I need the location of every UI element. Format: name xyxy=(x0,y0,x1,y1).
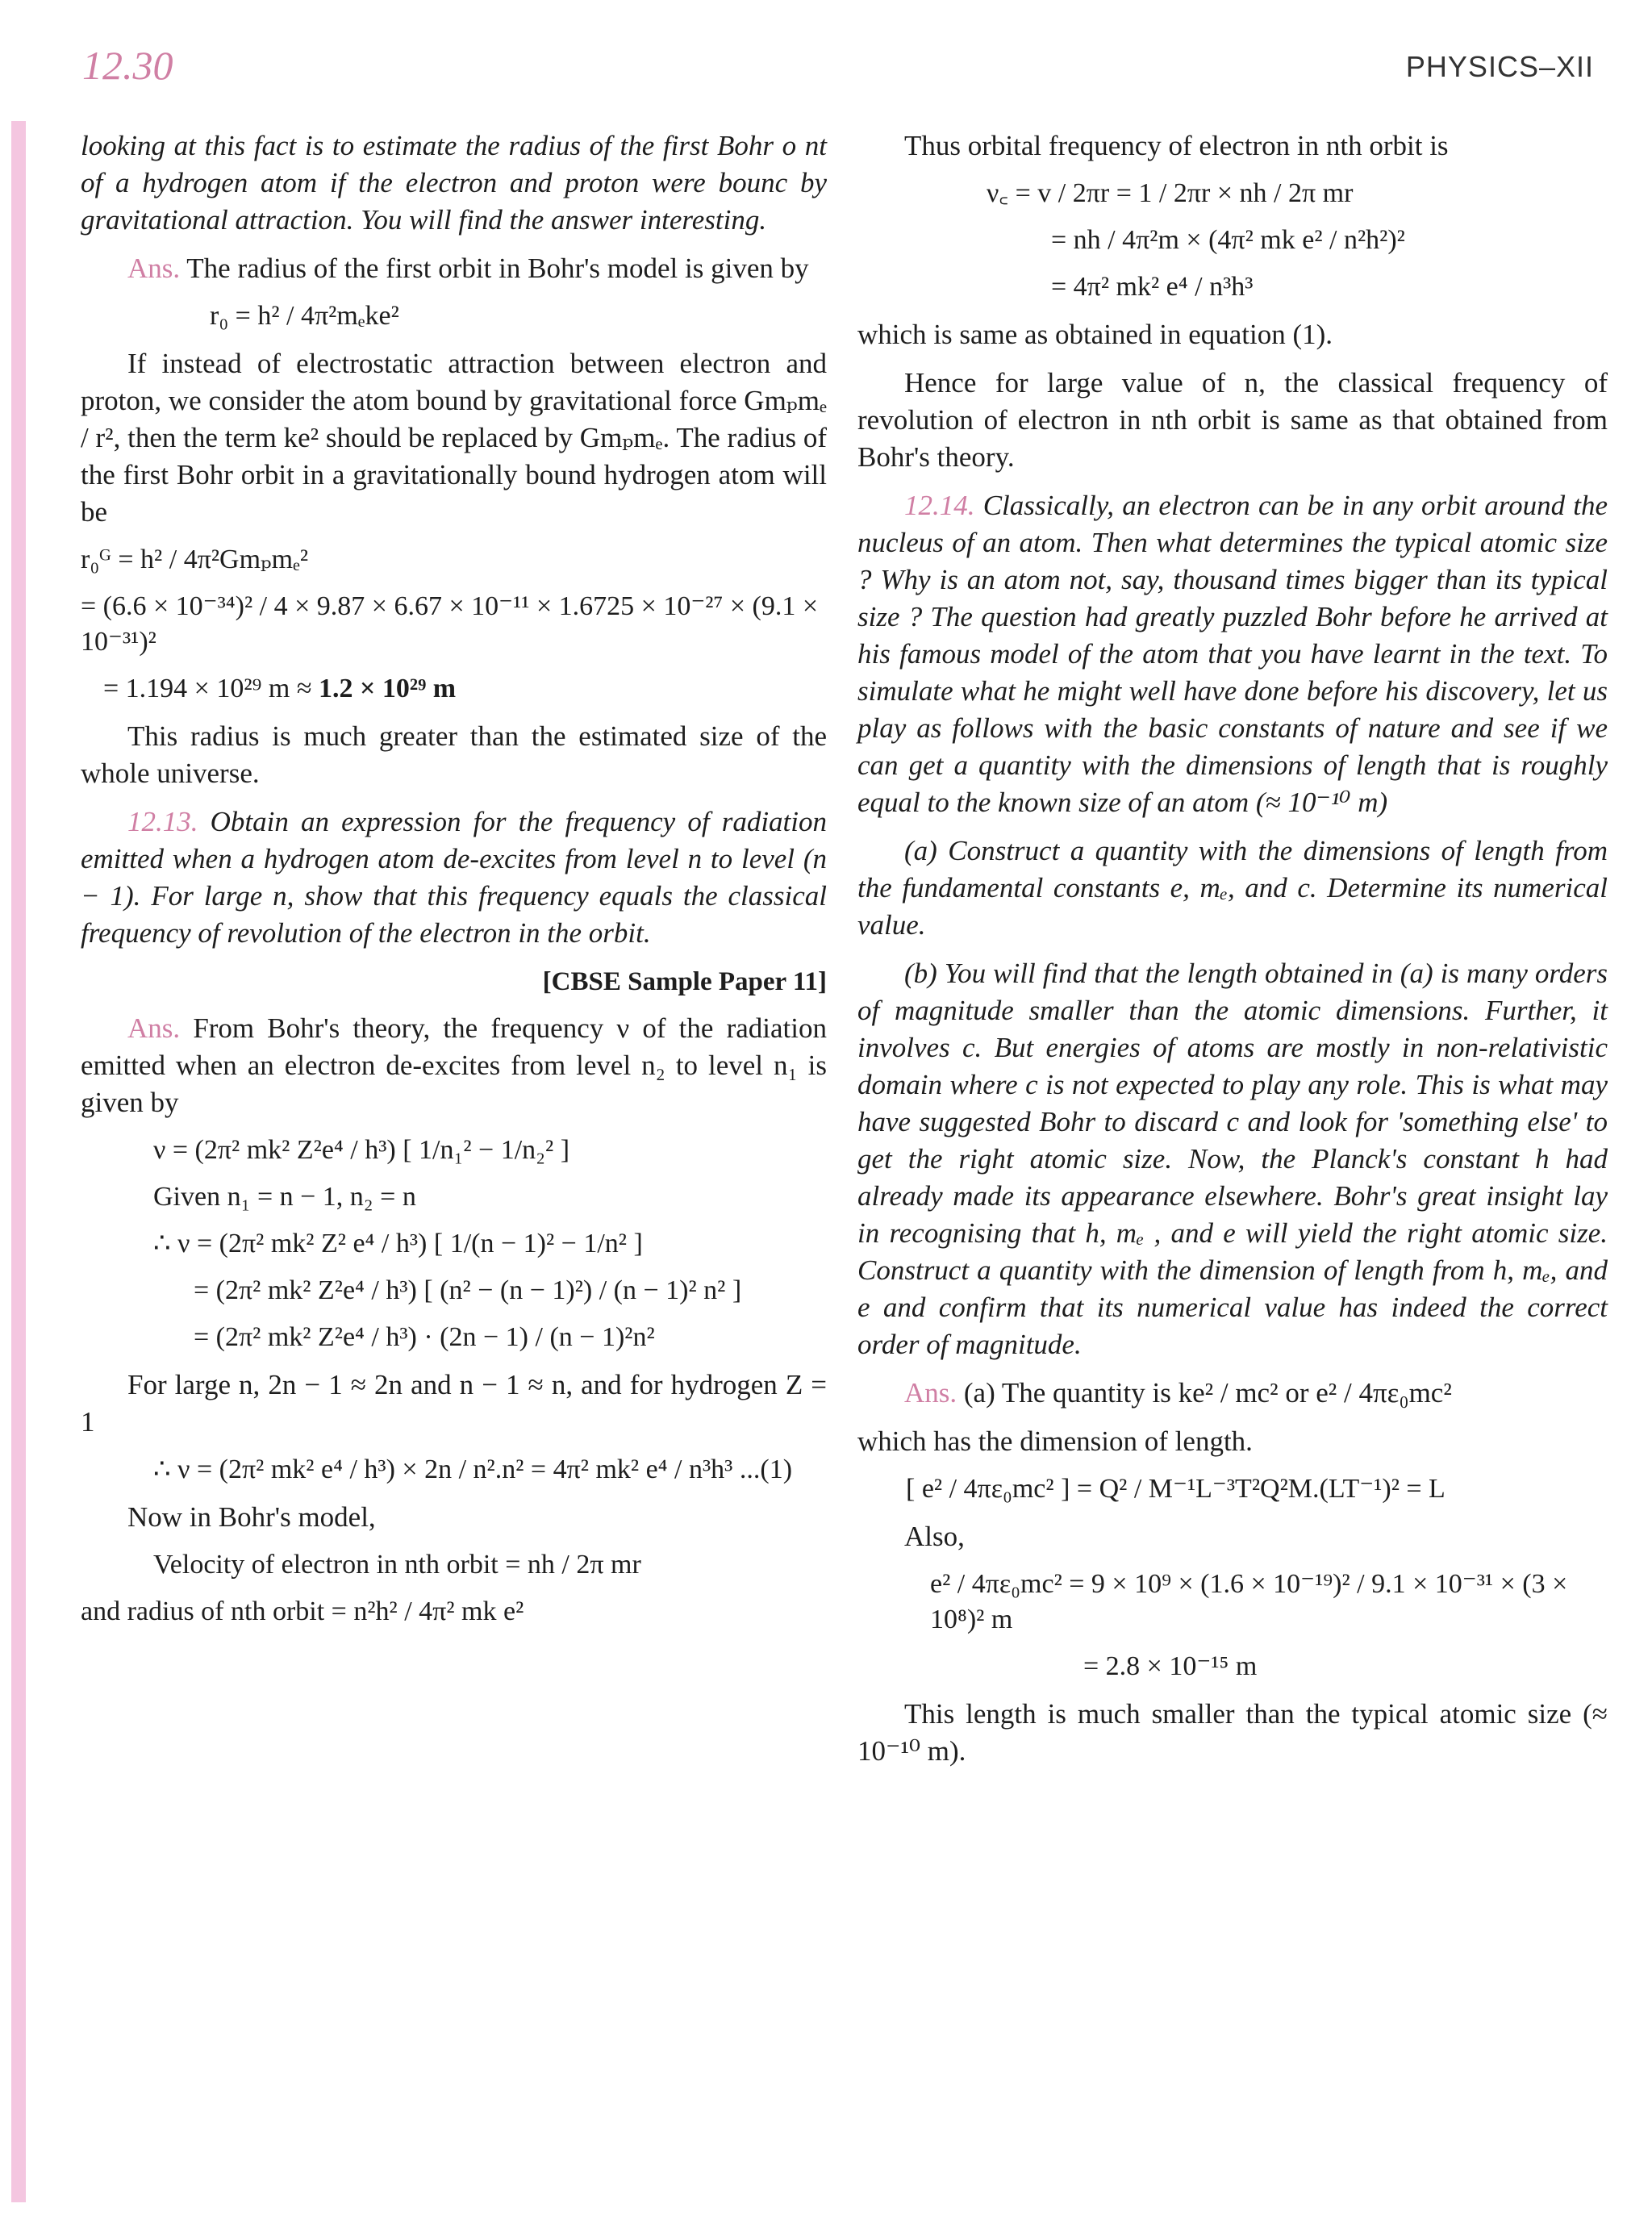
result-approx: = 1.194 × 10²⁹ m ≈ xyxy=(103,674,319,703)
radius-equation: and radius of nth orbit = n²h² / 4π² mk e² xyxy=(81,1596,524,1626)
answer-2-paragraph xyxy=(81,1010,827,1121)
value-result: = 2.8 × 10⁻¹⁵ m xyxy=(1083,1651,1258,1681)
equation-r0G: r₀ᴳ = h² / 4π²Gmₚmₑ² xyxy=(81,545,309,574)
question-12-13 xyxy=(81,803,827,952)
equation-vc-2: = nh / 4π²m × (4π² mk e² / n²h²)² xyxy=(1051,225,1405,255)
value-equation: e² / 4πε₀mc² = 9 × 10⁹ × (1.6 × 10⁻¹⁹)² / 9.1 × 10⁻³¹ × (3 × 10⁸)² m xyxy=(930,1569,1568,1634)
answer-3-label: Ans. xyxy=(904,1377,957,1409)
answer-2-text: From Bohr's theory, the frequency ν of the radiation emitted when an electron de-excites from level n₂ to level n₁ is given by xyxy=(81,1012,827,1118)
given-values: Given n₁ = n − 1, n₂ = n xyxy=(153,1182,416,1212)
answer-3-paragraph xyxy=(857,1375,1608,1412)
answer-2-label: Ans. xyxy=(127,1012,181,1044)
answer-3-text: (a) The quantity is ke² / mc² or e² / 4πε₀mc² xyxy=(963,1377,1452,1409)
intro-text: looking at this fact is to estimate the radius of the first Bohr o nt of a hydrogen atom if the electron and proton were bounc by gravitational attraction. You will find the answer interesting. xyxy=(81,130,827,236)
equation-result xyxy=(103,671,827,707)
also-line: Also, xyxy=(904,1521,965,1552)
question-14-part-a: (a) Construct a quantity with the dimensions of length from the fundamental constants e, mₑ, and c. Determine its numerical value. xyxy=(857,835,1608,941)
equation-nu-4: = (2π² mk² Z²e⁴ / h³) · (2n − 1) / (n − 1)²n² xyxy=(194,1322,655,1352)
equation-nu-5: ∴ ν = (2π² mk² e⁴ / h³) × 2n / n².n² = 4π² mk² e⁴ / n³h³ ...(1) xyxy=(153,1454,793,1484)
paragraph-gravitational: If instead of electrostatic attraction between electron and proton, we consider the atom bound by gravitational force Gmₚmₑ / r², then the term ke² should be replaced by Gmₚmₑ. The radius of the first Bohr orbit in a gravitationally bound hydrogen atom will be xyxy=(81,348,827,528)
result-bold: 1.2 × 10²⁹ m xyxy=(319,674,457,703)
page-number: 12.30 xyxy=(82,43,173,88)
question-12-14 xyxy=(857,487,1608,821)
answer-paragraph xyxy=(81,250,827,287)
question-text: Obtain an expression for the frequency of radiation emitted when a hydrogen atom de-excites from level n to level (n − 1). For large n, show that this frequency equals the classical frequency of revolution of the electron in the orbit. xyxy=(81,806,828,949)
same-as-line: which is same as obtained in equation (1). xyxy=(857,319,1333,350)
source-reference: [CBSE Sample Paper 11] xyxy=(542,967,827,996)
equation-numeric: = (6.6 × 10⁻³⁴)² / 4 × 9.87 × 6.67 × 10⁻¹¹ × 1.6725 × 10⁻²⁷ × (9.1 × 10⁻³¹)² xyxy=(81,591,818,657)
margin-strip xyxy=(11,121,26,2202)
answer-text: The radius of the first orbit in Bohr's model is given by xyxy=(186,252,809,284)
question-label: 12.13. xyxy=(127,806,198,837)
equation-nu-3: = (2π² mk² Z²e⁴ / h³) [ (n² − (n − 1)²) / (n − 1)² n² ] xyxy=(194,1275,742,1305)
paragraph-large-n: For large n, 2n − 1 ≈ 2n and n − 1 ≈ n, and for hydrogen Z = 1 xyxy=(81,1369,827,1438)
bohr-model-line: Now in Bohr's model, xyxy=(127,1501,376,1533)
dimension-equation: [ e² / 4πε₀mc² ] = Q² / M⁻¹L⁻³T²Q²M.(LT⁻¹)² = L xyxy=(906,1474,1446,1504)
dimension-line: which has the dimension of length. xyxy=(857,1425,1253,1457)
orbital-frequency-line: Thus orbital frequency of electron in nth orbit is xyxy=(904,130,1449,161)
answer-label: Ans. xyxy=(127,252,181,284)
right-column xyxy=(857,127,1608,1781)
equation-vc-3: = 4π² mk² e⁴ / n³h³ xyxy=(1051,272,1254,302)
hence-paragraph: Hence for large value of n, the classical frequency of revolution of electron in nth orbit is same as that obtained from Bohr's theory. xyxy=(857,367,1608,473)
left-column xyxy=(81,127,827,1641)
equation-nu: ν = (2π² mk² Z²e⁴ / h³) [ 1/n₁² − 1/n₂² ] xyxy=(153,1135,570,1165)
question-14-text: Classically, an electron can be in any orbit around the nucleus of an atom. Then what determines the typical atomic size ? Why is an atom not, say, thousand times bigger than its typical size ? The question had greatly puzzled Bohr before he arrived at his famous model of the atom that you have learnt in the text. To simulate what he might well have done before his discovery, let us play as follows with the basic constants of nature and see if we can get a quantity with the dimensions of length that is roughly equal to the known size of an atom (≈ 10⁻¹⁰ m) xyxy=(857,490,1608,818)
final-paragraph: This length is much smaller than the typical atomic size (≈ 10⁻¹⁰ m). xyxy=(857,1698,1608,1767)
equation-r0: r₀ = h² / 4π²mₑke² xyxy=(210,301,399,331)
equation-vc-1: ν꜀ = v / 2πr = 1 / 2πr × nh / 2π mr xyxy=(987,178,1354,208)
question-14-label: 12.14. xyxy=(904,490,975,521)
velocity-equation: Velocity of electron in nth orbit = nh / 2π mr xyxy=(153,1550,641,1580)
equation-nu-2: ∴ ν = (2π² mk² Z² e⁴ / h³) [ 1/(n − 1)² − 1/n² ] xyxy=(153,1229,643,1258)
paragraph-universe: This radius is much greater than the estimated size of the whole universe. xyxy=(81,720,827,789)
running-head: PHYSICS–XII xyxy=(1405,50,1594,83)
question-14-part-b: (b) You will find that the length obtained in (a) is many orders of magnitude smaller than the atomic dimensions. Further, it involves c. But energies of atoms are mostly in non-relativistic domain where c is not expected to play any role. This is what may have suggested Bohr to discard c and look for 'something else' to get the right atomic size. Now, the Planck's constant h had already made its appearance elsewhere. Bohr's great insight lay in recognising that h, mₑ , and e will yield the right atomic size. Construct a quantity with the dimension of length from h, mₑ, and e and confirm that its numerical value has indeed the correct order of magnitude. xyxy=(857,958,1608,1360)
